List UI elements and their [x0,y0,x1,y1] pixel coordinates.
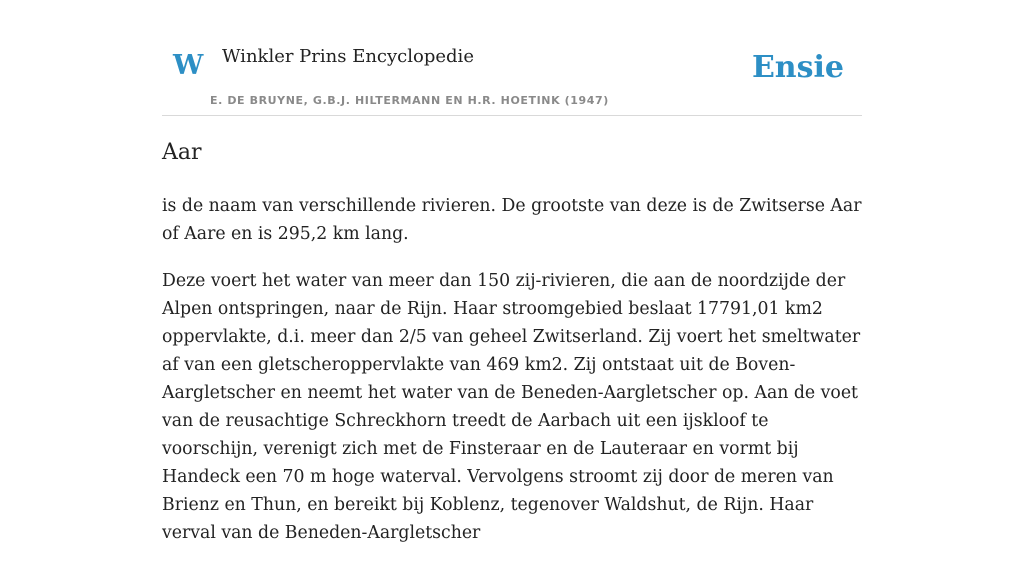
article-title: Aar [162,140,202,165]
brand-logo[interactable]: Ensie [751,50,844,85]
logo-icon[interactable]: W [173,50,204,81]
authors-line: E. DE BRUYNE, G.B.J. HILTERMANN EN H.R. HOETINK (1947) [210,94,609,107]
publication-title[interactable]: Winkler Prins Encyclopedie [222,46,474,67]
paragraph: is de naam van verschillende rivieren. De grootste van deze is de Zwitserse Aar of Aare en is 295,2 km lang. [162,196,862,244]
paragraph: Deze voert het water van meer dan 150 zij-rivieren, die aan de noordzijde der Alpen ontspringen, naar de Rijn. Haar stroomgebied beslaat 17791,01 km2 oppervlakte, d.i. meer dan 2/5 van geheel Zwitserland. Zij voert het smeltwater af van een gletscheroppervlakte van 469 km2. Zij ontstaat uit de Boven-Aargletscher en neemt het water van de Beneden-Aargletscher op. Aan de voet van de reusachtige Schreckhorn treedt de Aarbach uit een ijskloof te voorschijn, verenigt zich met de Finsteraar en de Lauteraar en vormt bij Handeck een 70 m hoge waterval. Vervolgens stroomt zij door de meren van Brienz en Thun, en bereikt bij Koblenz, tegenover Waldshut, de Rijn. Haar verval van de Beneden-Aargletscher [162,271,861,543]
article-body [162,192,862,566]
site-header [162,40,862,116]
